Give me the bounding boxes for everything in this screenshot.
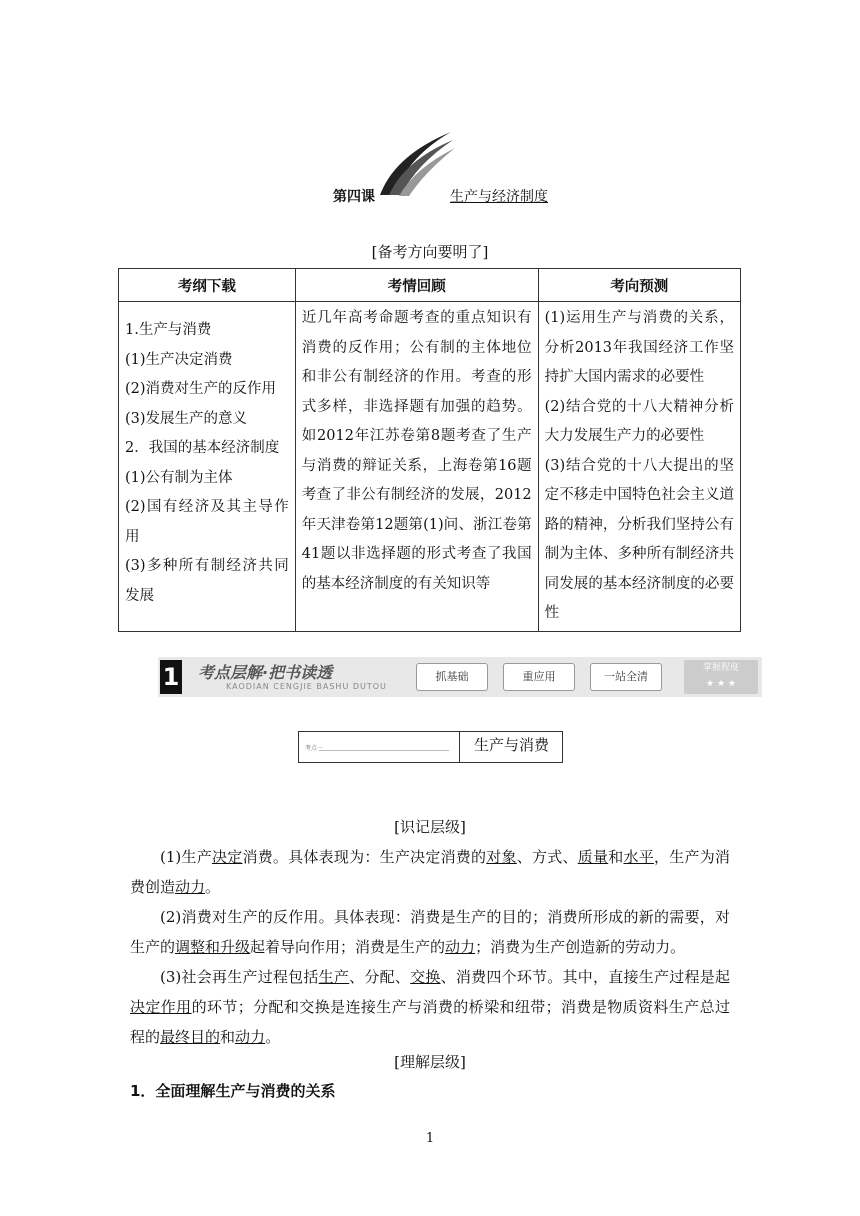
section-heading: 1．全面理解生产与消费的关系 <box>130 1082 336 1100</box>
syllabus-item: (3)发展生产的意义 <box>125 410 248 427</box>
section-banner <box>158 657 762 697</box>
prep-heading: [备考方向要明了] <box>371 243 489 261</box>
syllabus-item: (3)多种所有制经济共同发展 <box>125 558 289 604</box>
syllabus-item: 2．我国的基本经济制度 <box>125 440 280 456</box>
review-cell: 近几年高考命题考查的重点知识有消费的反作用；公有制的主体地位和非公有制经济的作用。考查的形式多样，非选择题有加强的趋势。如2012年江苏卷第8题考查了生产与消费的辩证关系，上海卷第16题考查了非公有制经济的发展，2012年天津卷第12题第(1)问、浙江卷第41题以非选择题的形式考查了我国的基本经济制度的有关知识等 <box>295 302 538 632</box>
all-clear-button[interactable]: 一站全清 <box>590 663 662 691</box>
forecast-cell <box>538 302 740 632</box>
kaodian-small-label: 考点一 <box>305 745 324 752</box>
banner-subtitle: KAODIAN CENGJIE BASHU DUTOU <box>226 682 387 691</box>
mastery-badge <box>684 660 758 694</box>
col-header-review: 考情回顾 <box>295 269 538 302</box>
kaodian-box <box>298 731 563 763</box>
level-heading-understand: [理解层级] <box>394 1053 466 1071</box>
kaodian-label: 生产与消费 <box>474 736 550 754</box>
mastery-label: 掌握程度 <box>702 663 739 673</box>
forecast-item: (3)结合党的十八大提出的坚定不移走中国特色社会主义道路的精神，分析我们坚持公有制为主体、多种所有制经济共同发展的基本经济制度的必要性 <box>544 457 734 621</box>
forecast-item: (1)运用生产与消费的关系，分析2013年我国经济工作坚持扩大国内需求的必要性 <box>544 310 734 385</box>
col-header-syllabus: 考纲下载 <box>119 269 296 302</box>
lesson-number: 第四课 <box>333 189 375 205</box>
page-number: 1 <box>425 1131 435 1146</box>
basics-button[interactable]: 抓基础 <box>416 663 488 691</box>
paragraph-3: (3)社会再生产过程包括生产、分配、交换、消费四个环节。其中，直接生产过程是起决定作用的环节；分配和交换是连接生产与消费的桥梁和纽带；消费是物质资料生产总过程的最终目的和动力。 <box>130 968 730 1046</box>
lesson-title: 生产与经济制度 <box>450 189 548 205</box>
forecast-item: (2)结合党的十八大精神分析大力发展生产力的必要性 <box>544 398 734 444</box>
syllabus-item: (2)国有经济及其主导作用 <box>125 499 289 545</box>
kaodian-divider <box>459 732 460 762</box>
banner-number: 1 <box>160 660 182 694</box>
syllabus-item: (1)生产决定消费 <box>125 351 233 368</box>
banner-title: 考点层解·把书读透 <box>198 663 333 682</box>
kaodian-line <box>319 750 449 751</box>
syllabus-cell <box>119 302 296 632</box>
syllabus-item: 1.生产与消费 <box>125 322 212 338</box>
col-header-forecast: 考向预测 <box>538 269 740 302</box>
paragraph-1: (1)生产决定消费。具体表现为：生产决定消费的对象、方式、质量和水平，生产为消费创造动力。 <box>130 848 730 896</box>
stars-icon: ★ ★ ★ <box>706 679 736 689</box>
exam-table <box>118 268 741 632</box>
syllabus-item: (1)公有制为主体 <box>125 469 233 486</box>
lesson-header <box>0 186 860 208</box>
application-button[interactable]: 重应用 <box>503 663 575 691</box>
level-heading-memorize: [识记层级] <box>394 818 466 836</box>
syllabus-item: (2)消费对生产的反作用 <box>125 381 277 397</box>
paragraph-2: (2)消费对生产的反作用。具体表现：消费是生产的目的；消费所形成的新的需要，对生产的调整和升级起着导向作用；消费是生产的动力；消费为生产创造新的劳动力。 <box>130 908 730 956</box>
